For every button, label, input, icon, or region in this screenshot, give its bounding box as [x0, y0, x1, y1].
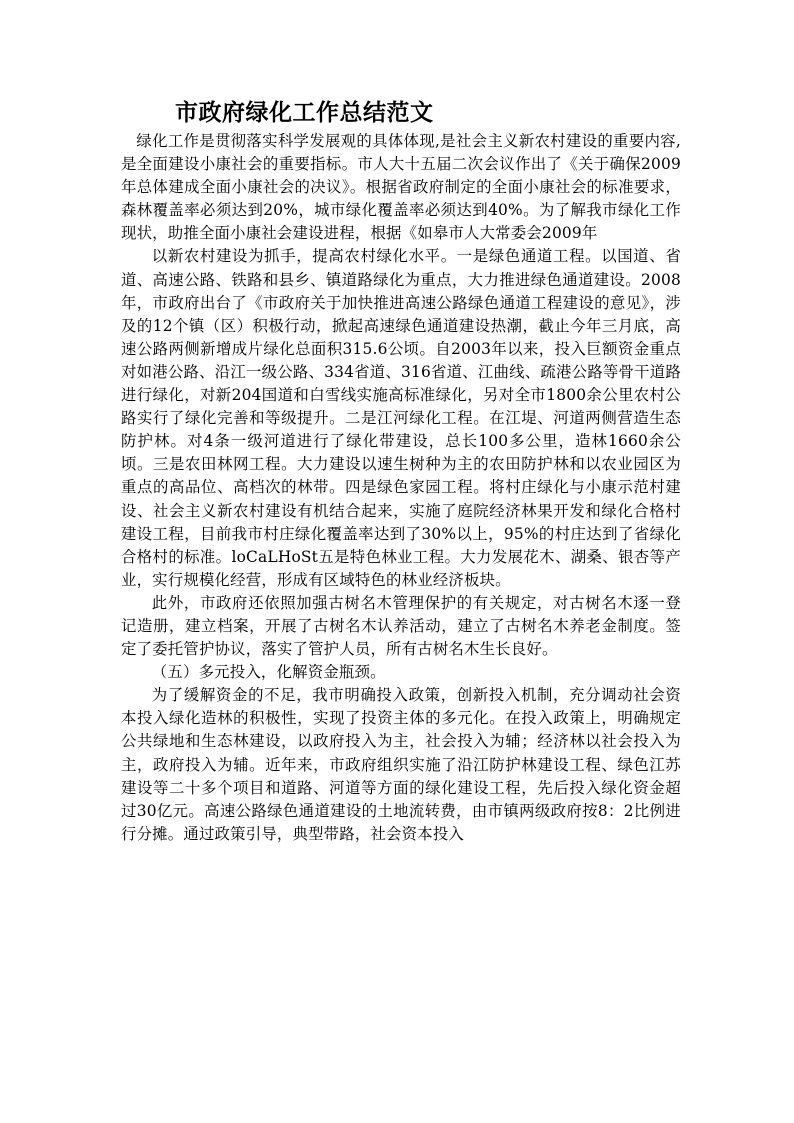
paragraph-ancient-trees: 此外，市政府还依照加强古树名木管理保护的有关规定，对古树名木逐一登记造册，建立档案，开展了古树名木认养活动，建立了古树名木养老金制度。签定了委托管护协议，落实了管护人员，所有古树名木生长良好。	[121, 593, 681, 659]
document-title: 市政府绿化工作总结范文	[175, 99, 434, 126]
paragraph-investment: 为了缓解资金的不足，我市明确投入政策，创新投入机制，充分调动社会资本投入绿化造林的积极性，实现了投资主体的多元化。在投入政策上，明确规定公共绿地和生态林建设，以政府投入为主，社会投入为辅；经济林以社会投入为主，政府投入为辅。近年来，市政府组织实施了沿江防护林建设工程、绿色江苏建设等二十多个项目和道路、河道等方面的绿化建设工程，先后投入绿化资金超过30亿元。高速公路绿色通道建设的土地流转费，由市镇两级政府按8：2比例进行分摊。通过政策引导，典型带路，社会资本投入	[121, 686, 681, 843]
paragraph-intro: 绿化工作是贯彻落实科学发展观的具体体现,是社会主义新农村建设的重要内容,是全面建设小康社会的重要指标。市人大十五届二次会议作出了《关于确保2009年总体建成全面小康社会的决议》。根据省政府制定的全面小康社会的标准要求，森林覆盖率必须达到20%，城市绿化覆盖率必须达到40%。为了解我市绿化工作现状，助推全面小康社会建设进程，根据《如皋市人大常委会2009年	[121, 132, 681, 243]
section-heading-investment: （五）多元投入，化解资金瓶颈。	[151, 663, 386, 682]
paragraph-rural-greening: 以新农村建设为抓手，提高农村绿化水平。一是绿色通道工程。以国道、省道、高速公路、铁路和县乡、镇道路绿化为重点，大力推进绿色通道建设。2008年，市政府出台了《市政府关于加快推进高速公路绿色通道工程建设的意见》，涉及的12个镇（区）积极行动，掀起高速绿色通道建设热潮，截止今年三月底，高速公路两侧新增成片绿化总面积315.6公顷。自2003年以来，投入巨额资金重点对如港公路、沿江一级公路、334省道、316省道、江曲线、疏港公路等骨干道路进行绿化，对新204国道和白雪线实施高标准绿化，另对全市1800余公里农村公路实行了绿化完善和等级提升。二是江河绿化工程。在江堤、河道两侧营造生态防护林。对4条一级河道进行了绿化带建设，总长100多公里，造林1660余公顷。三是农田林网工程。大力建设以速生树种为主的农田防护林和以农业园区为重点的高品位、高档次的林带。四是绿色家园工程。将村庄绿化与小康示范村建设、社会主义新农村建设有机结合起来，实施了庭院经济林果开发和绿化合格村建设工程，目前我市村庄绿化覆盖率达到了30%以上，95%的村庄达到了省绿化合格村的标准。loCaLHoSt五是特色林业工程。大力发展花木、湖桑、银杏等产业，实行规模化经营，形成有区域特色的林业经济板块。	[121, 247, 681, 589]
document-body	[121, 98, 681, 846]
